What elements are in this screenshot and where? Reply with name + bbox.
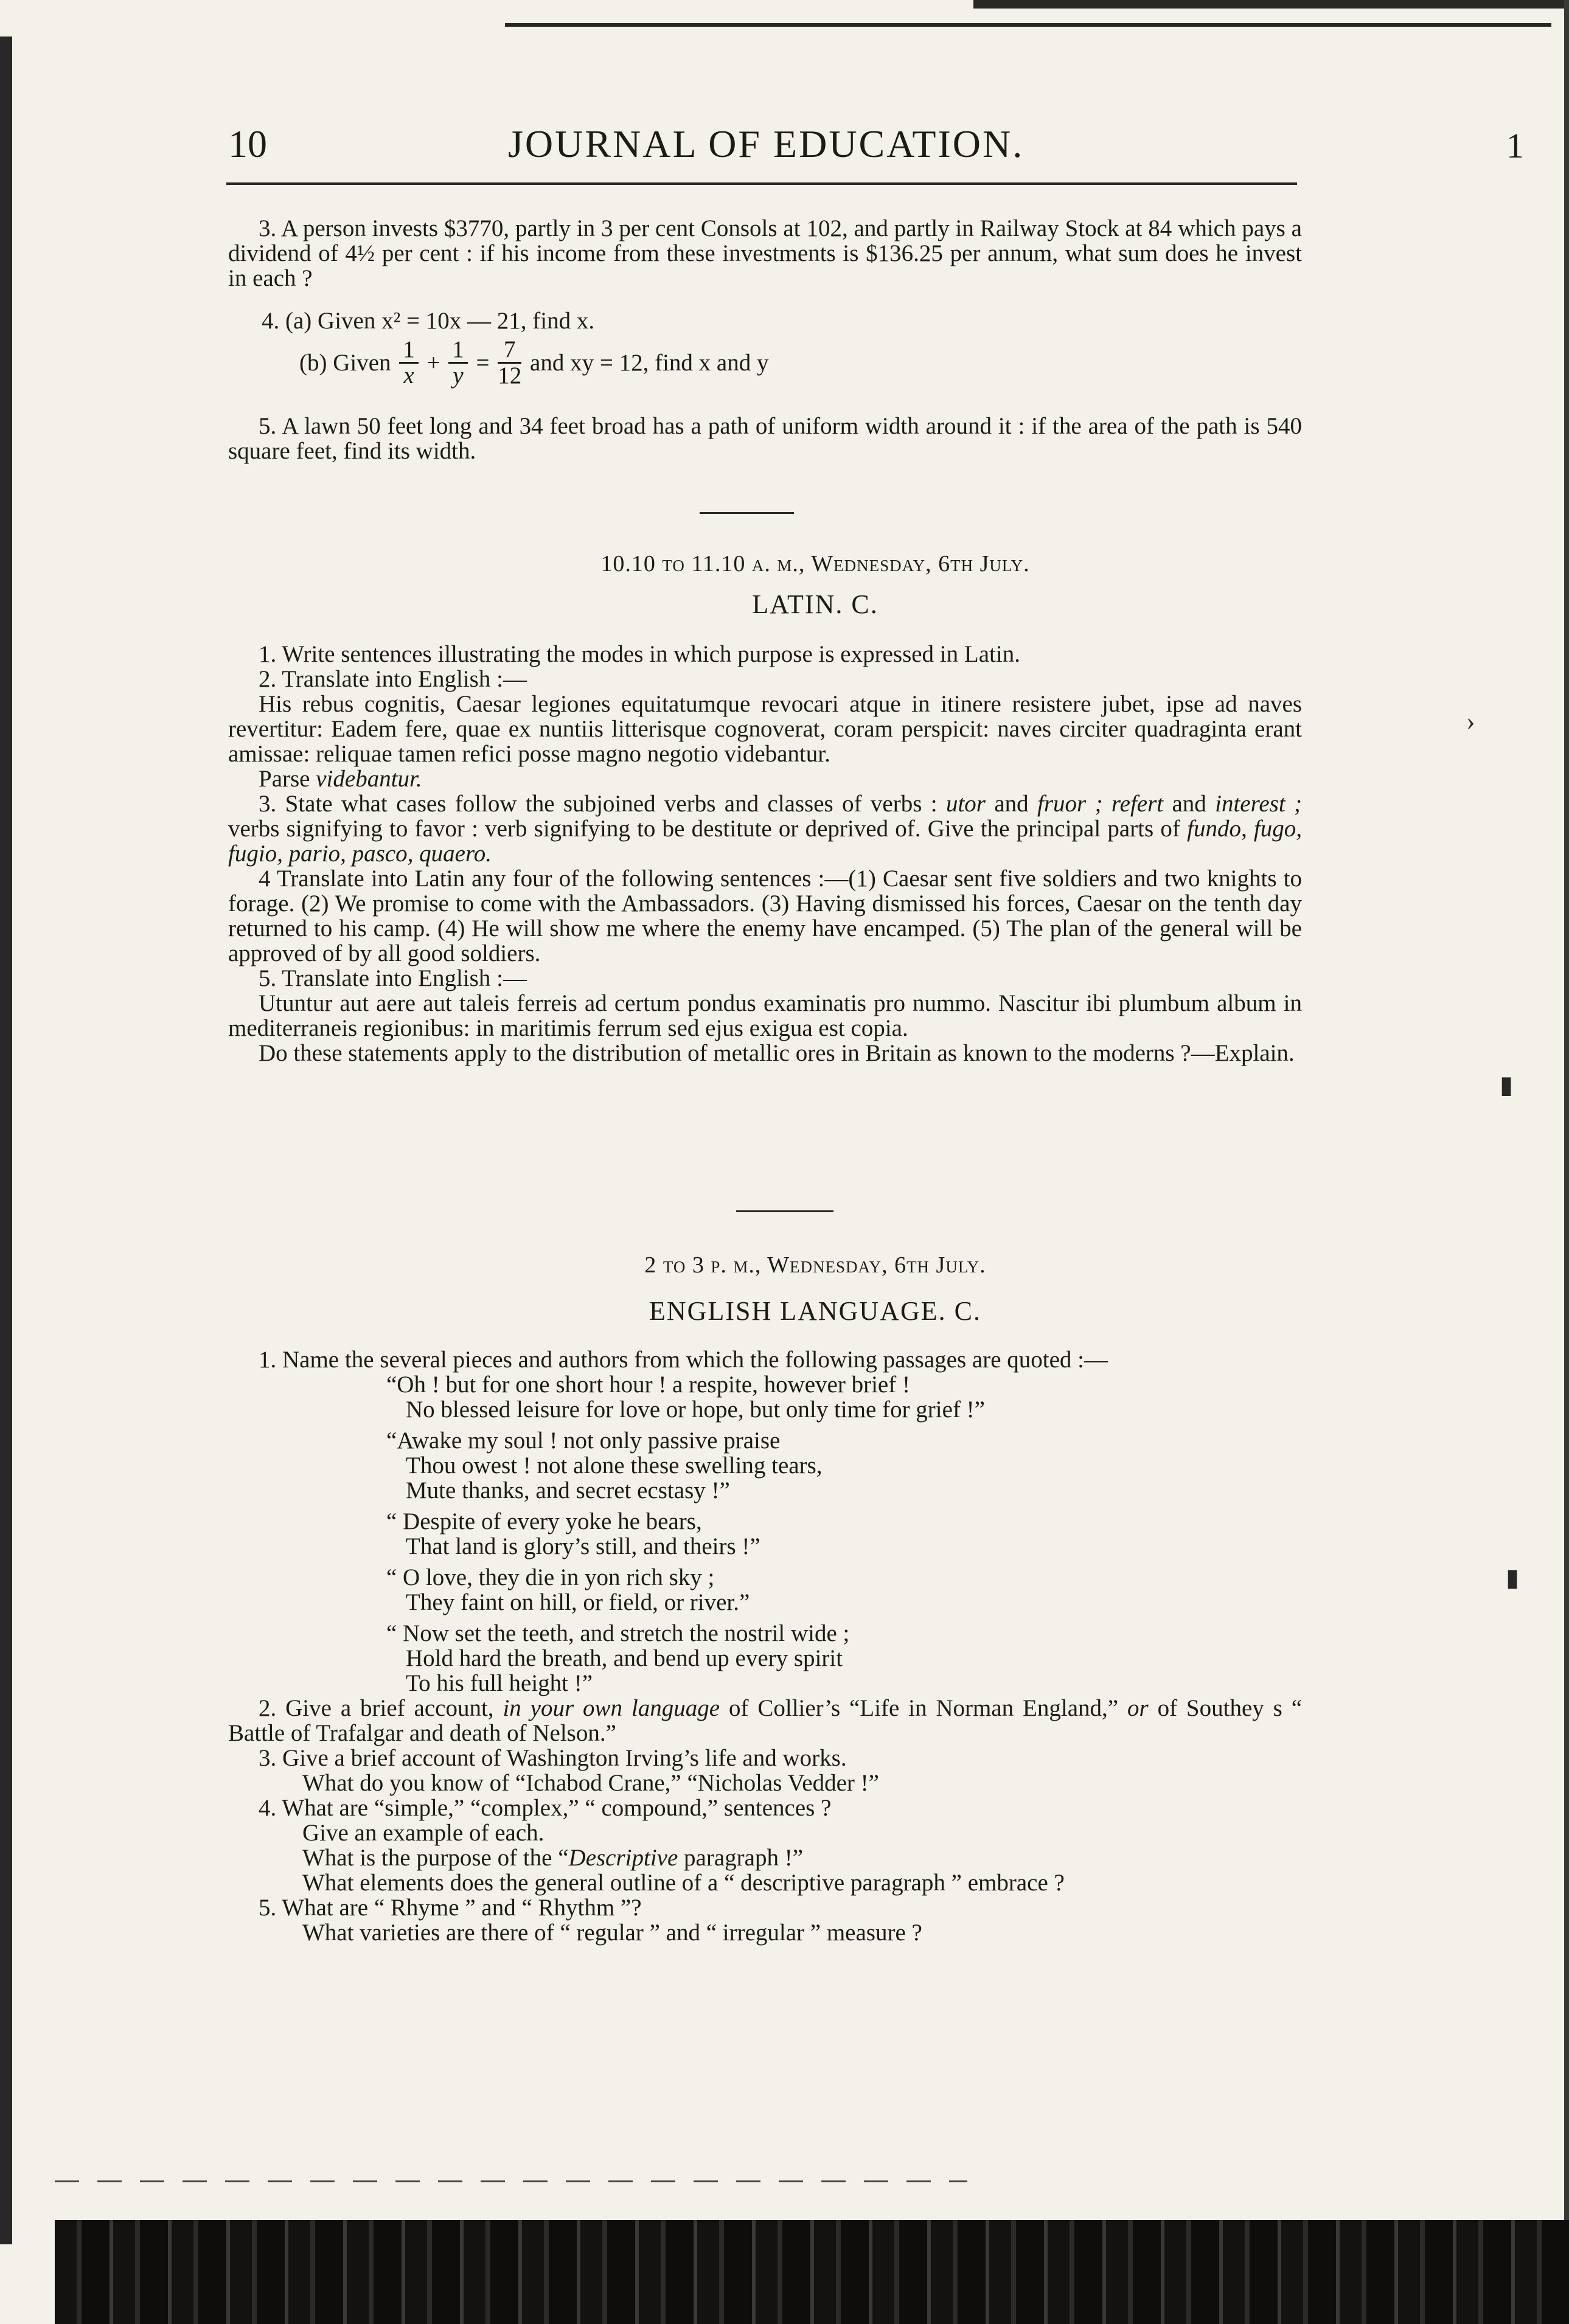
latin-q5: 5. Translate into English :— xyxy=(259,965,527,991)
latin-q3 xyxy=(228,791,1302,866)
scan-edge-top xyxy=(505,23,1551,27)
fraction-denominator: 12 xyxy=(498,362,522,389)
session-time: 10.10 to 11.10 a. m., Wednesday, 6th July. xyxy=(600,551,1030,577)
equals-sign: = xyxy=(476,350,490,376)
poem-line: Hold hard the breath, and bend up every spirit xyxy=(406,1645,843,1671)
principal-parts-list: fundo, fugo, fugio, pario, pasco, quaero. xyxy=(228,816,1303,867)
plus-sign: + xyxy=(426,350,440,376)
english-q3b: What do you know of “Ichabod Crane,” “Nicholas Vedder !” xyxy=(302,1770,879,1796)
verb-fruor: fruor ; xyxy=(1037,791,1103,817)
q3-and: and xyxy=(1172,791,1206,817)
poem-line: They faint on hill, or field, or river.” xyxy=(406,1589,750,1615)
latin-q2: 2. Translate into English :— xyxy=(259,666,527,692)
latin-q2-passage: His rebus cognitis, Caesar legiones equitatumque revocari atque in itinere resistere jubet, ipse ad naves revertitur: Eadem fere, quae ex nuntiis litterisque cognoverat, coram perspicit: naves circiter quadraginta erant amissae: reliquae tamen refici posse magno negotio videbantur. xyxy=(228,691,1302,767)
scan-edge-right xyxy=(1564,0,1569,2324)
arithmetic-q3 xyxy=(228,216,1302,291)
header-rule xyxy=(226,182,1297,185)
q4b-tail: and xy = 12, find x and y xyxy=(530,350,769,376)
english-q3: 3. Give a brief account of Washington Irving’s life and works. xyxy=(259,1745,847,1771)
section-rule xyxy=(736,1210,833,1212)
q4c-emphasis: Descriptive xyxy=(568,1845,678,1871)
poem-line: No blessed leisure for love or hope, but only time for grief !” xyxy=(406,1396,985,1423)
page-number: 10 xyxy=(228,122,267,165)
english-q1: 1. Name the several pieces and authors from which the following passages are quoted :— xyxy=(259,1347,1108,1373)
q2-text: of Collier’s “Life in Norman England,” xyxy=(728,1695,1119,1721)
question-text: 5. A lawn 50 feet long and 34 feet broad has a path of uniform width around it : if the area of the path is 540 square feet, find its width. xyxy=(228,413,1302,464)
arithmetic-q4b xyxy=(262,338,768,388)
q2-emphasis: in your own language xyxy=(503,1695,720,1721)
arithmetic-q4a: 4. (a) Given x² = 10x — 21, find x. xyxy=(262,308,595,334)
corner-mark: 1 xyxy=(1506,126,1524,165)
session-time: 2 to 3 p. m., Wednesday, 6th July. xyxy=(644,1252,986,1278)
poem-line: Thou owest ! not alone these swelling tears, xyxy=(406,1452,823,1479)
q3-text: 3. State what cases follow the subjoined verbs and classes of verbs : xyxy=(259,791,938,817)
english-q5: 5. What are “ Rhyme ” and “ Rhythm ”? xyxy=(259,1895,642,1921)
fraction-denominator: y xyxy=(453,362,464,389)
poem-line: “Awake my soul ! not only passive praise xyxy=(386,1427,781,1454)
q2-or: or xyxy=(1127,1695,1149,1721)
poem-line: That land is glory’s still, and theirs !” xyxy=(406,1533,760,1559)
latin-title: LATIN. C. xyxy=(752,589,878,619)
scan-edge-left xyxy=(0,36,12,2244)
english-q4b: Give an example of each. xyxy=(302,1820,544,1846)
poem-line: Mute thanks, and secret ecstasy !” xyxy=(406,1477,730,1504)
scan-edge-top-right xyxy=(973,0,1569,9)
english-q4c xyxy=(228,1845,1302,1870)
fraction-numerator: 1 xyxy=(448,338,468,364)
latin-q1: 1. Write sentences illustrating the modes in which purpose is expressed in Latin. xyxy=(259,641,1020,667)
latin-q5-question: Do these statements apply to the distribution of metallic ores in Britain as known to the moderns ?—Explain. xyxy=(259,1040,1295,1066)
verb-utor: utor xyxy=(945,791,986,817)
poem-line: To his full height !” xyxy=(406,1670,593,1696)
poem-line: “ O love, they die in yon rich sky ; xyxy=(386,1564,715,1590)
latin-q5-passage: Utuntur aut aere aut taleis ferreis ad certum pondus examinatis pro nummo. Nascitur ibi plumbum album in mediterraneis regionibus: in maritimis ferrum sed ejus exigua est copia. xyxy=(228,990,1302,1041)
english-title: ENGLISH LANGUAGE. C. xyxy=(649,1296,981,1326)
latin-q4: 4 Translate into Latin any four of the following sentences :—(1) Caesar sent five soldiers and two knights to forage. (2) We promise to come with the Ambassadors. (3) Having dismissed his forces, Caesar on the tenth day returned to his camp. (4) He will show me where the enemy have encamped. (5) The plan of the general will be approved of by all good soldiers. xyxy=(228,865,1302,966)
question-text: 3. A person invests $3770, partly in 3 per cent Consols at 102, and partly in Railway Stock at 84 which pays a dividend of 4½ per cent : if his income from these investments is $136.25 per annum, what sum does he invest in each ? xyxy=(228,215,1302,291)
q3-and: and xyxy=(994,791,1029,817)
section-rule xyxy=(700,512,794,514)
english-q2 xyxy=(228,1696,1302,1746)
scan-dash-line xyxy=(55,2180,967,2182)
scan-edge-bottom xyxy=(55,2220,1569,2324)
english-session xyxy=(167,1252,1463,1278)
parse-word: videbantur. xyxy=(316,766,422,792)
verb-refert: refert xyxy=(1111,791,1164,817)
q4c-text: What is the purpose of the “ xyxy=(302,1845,569,1871)
english-questions xyxy=(228,1347,1302,1945)
fraction-numerator: 7 xyxy=(498,338,521,364)
poem-line: “Oh ! but for one short hour ! a respite, however brief ! xyxy=(386,1372,910,1398)
fraction-1-over-x xyxy=(399,338,419,388)
english-q4d: What elements does the general outline of a “ descriptive paragraph ” embrace ? xyxy=(302,1870,1065,1896)
q4b-label: (b) Given xyxy=(299,350,391,376)
fraction-7-over-12 xyxy=(498,338,521,388)
margin-mark: › xyxy=(1466,706,1475,736)
arithmetic-q5 xyxy=(228,414,1302,463)
q2-text: of Southey s “ Battle of Trafalgar and death of Nelson.” xyxy=(228,1695,1303,1746)
latin-questions xyxy=(228,642,1302,1066)
q2-text: 2. Give a brief account, xyxy=(259,1695,494,1721)
quoted-passages xyxy=(386,1372,1302,1696)
margin-mark: ▮ xyxy=(1506,1564,1520,1591)
verb-interest: interest ; xyxy=(1215,791,1303,817)
english-q5b: What varieties are there of “ regular ” and “ irregular ” measure ? xyxy=(302,1920,922,1946)
q3-text: verbs signifying to favor : verb signifying to be destitute or deprived of. Give the principal parts of xyxy=(228,816,1180,842)
fraction-1-over-y xyxy=(448,338,468,388)
running-head xyxy=(228,122,1524,170)
fraction-denominator: x xyxy=(403,362,414,389)
fraction-numerator: 1 xyxy=(399,338,419,364)
journal-title: JOURNAL OF EDUCATION. xyxy=(508,122,1025,165)
latin-q2-parse xyxy=(228,766,1302,791)
margin-mark: ▮ xyxy=(1500,1071,1514,1098)
poem-line: “ Despite of every yoke he bears, xyxy=(386,1508,702,1535)
poem-line: “ Now set the teeth, and stretch the nostril wide ; xyxy=(386,1620,850,1646)
latin-session xyxy=(167,550,1463,577)
q4c-text: paragraph !” xyxy=(678,1845,803,1871)
parse-label: Parse xyxy=(259,766,310,792)
english-q4: 4. What are “simple,” “complex,” “ compound,” sentences ? xyxy=(259,1795,832,1821)
